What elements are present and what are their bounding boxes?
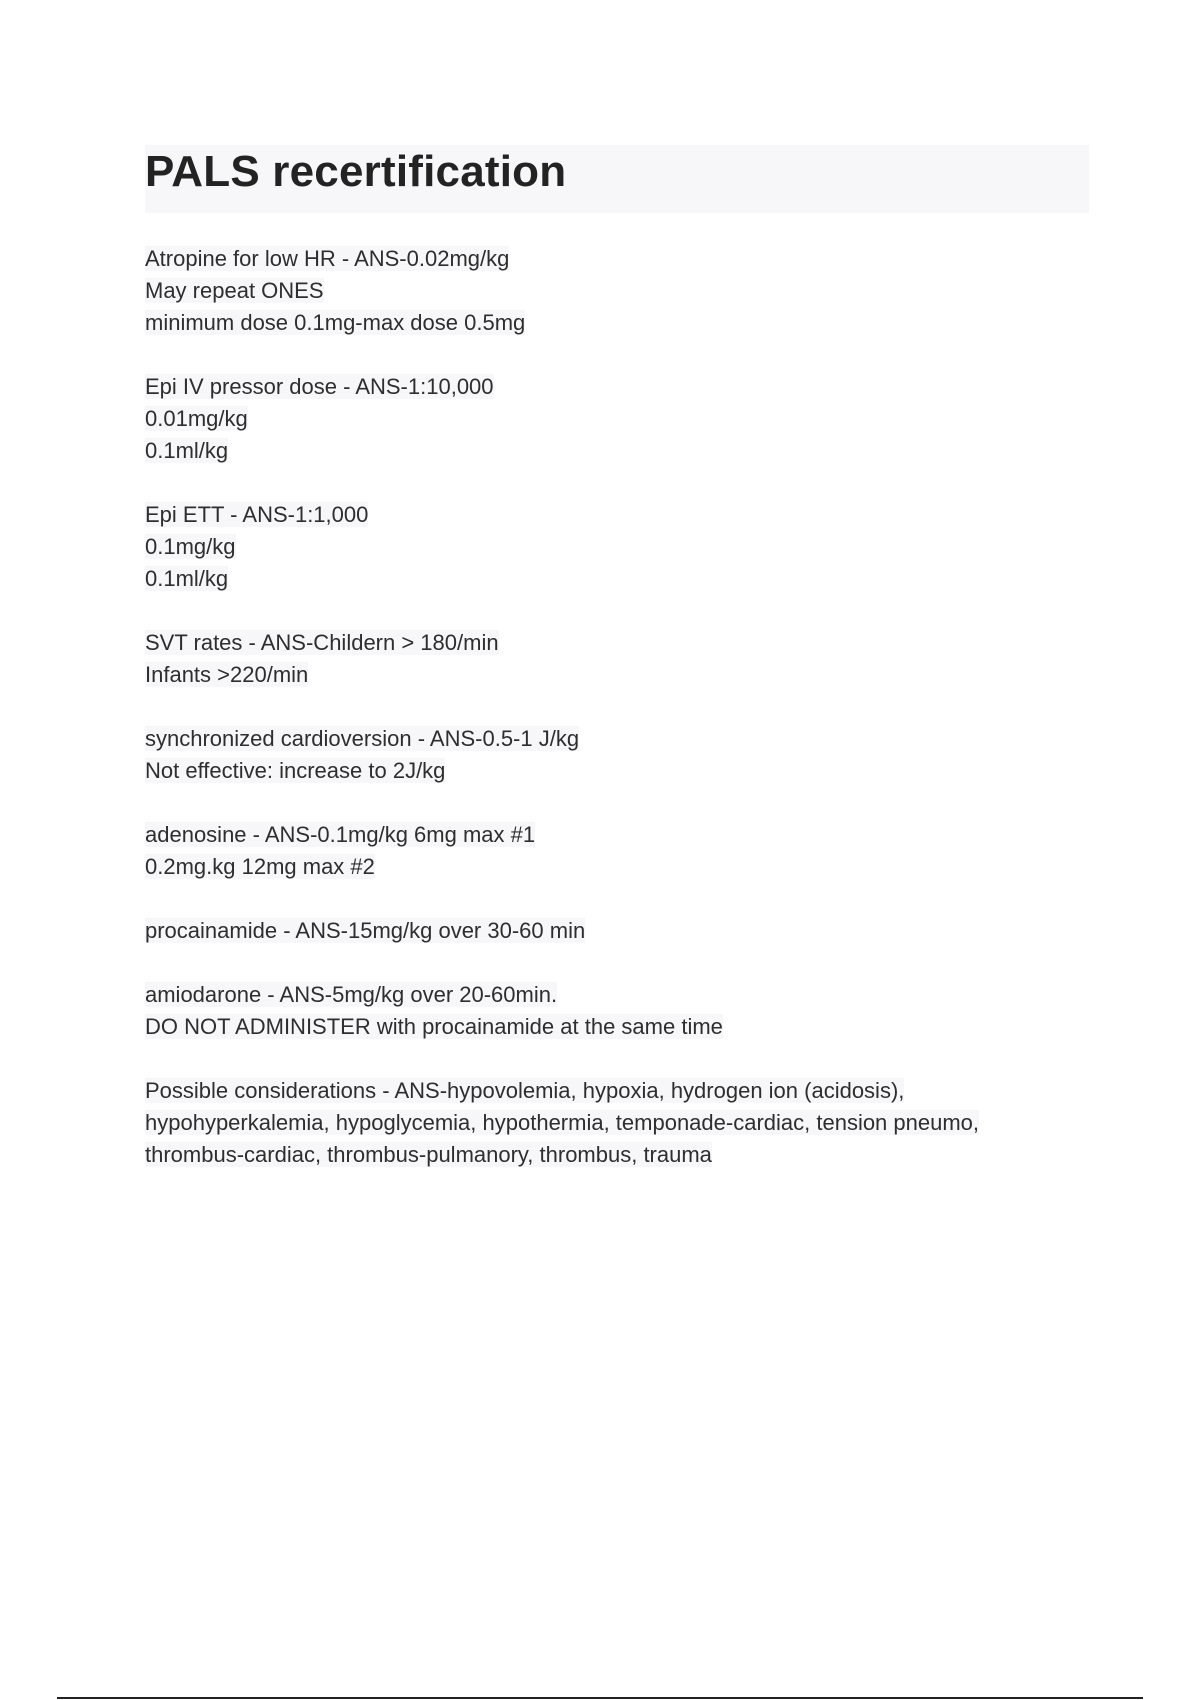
text-line: 0.1ml/kg [145,438,229,463]
text-line: Atropine for low HR - ANS-0.02mg/kg [145,246,510,271]
qa-block-atropine [145,243,1089,339]
text-line: minimum dose 0.1mg-max dose 0.5mg [145,310,526,335]
text-line: Possible considerations - ANS-hypovolemia, hypoxia, hydrogen ion (acidosis), [145,1078,905,1103]
text-line: amiodarone - ANS-5mg/kg over 20-60min. [145,982,558,1007]
qa-block-epi-ett [145,499,1089,595]
text-line: procainamide - ANS-15mg/kg over 30-60 min [145,918,586,943]
text-line: SVT rates - ANS-Childern > 180/min [145,630,499,655]
text-line: Not effective: increase to 2J/kg [145,758,446,783]
text-line: hypohyperkalemia, hypoglycemia, hypothermia, temponade-cardiac, tension pneumo, [145,1110,980,1135]
qa-block-epi-iv [145,371,1089,467]
text-line: synchronized cardioversion - ANS-0.5-1 J/kg [145,726,580,751]
document-title: PALS recertification [145,147,567,196]
text-line: 0.01mg/kg [145,406,248,431]
text-line: adenosine - ANS-0.1mg/kg 6mg max #1 [145,822,536,847]
text-line: Epi ETT - ANS-1:1,000 [145,502,369,527]
text-line: Epi IV pressor dose - ANS-1:10,000 [145,374,494,399]
qa-block-amiodarone [145,979,1089,1043]
text-line: 0.1ml/kg [145,566,229,591]
qa-block-adenosine [145,819,1089,883]
text-line: 0.2mg.kg 12mg max #2 [145,854,375,879]
text-line: 0.1mg/kg [145,534,236,559]
qa-block-considerations [145,1075,1089,1171]
text-line: DO NOT ADMINISTER with procainamide at the same time [145,1014,723,1039]
qa-block-svt-rates [145,627,1089,691]
text-line: thrombus-cardiac, thrombus-pulmanory, thrombus, trauma [145,1142,712,1167]
qa-block-cardioversion [145,723,1089,787]
qa-block-procainamide [145,915,1089,947]
document-content [145,243,1089,1203]
footer-divider [57,1697,1143,1699]
text-line: Infants >220/min [145,662,309,687]
text-line: May repeat ONES [145,278,324,303]
